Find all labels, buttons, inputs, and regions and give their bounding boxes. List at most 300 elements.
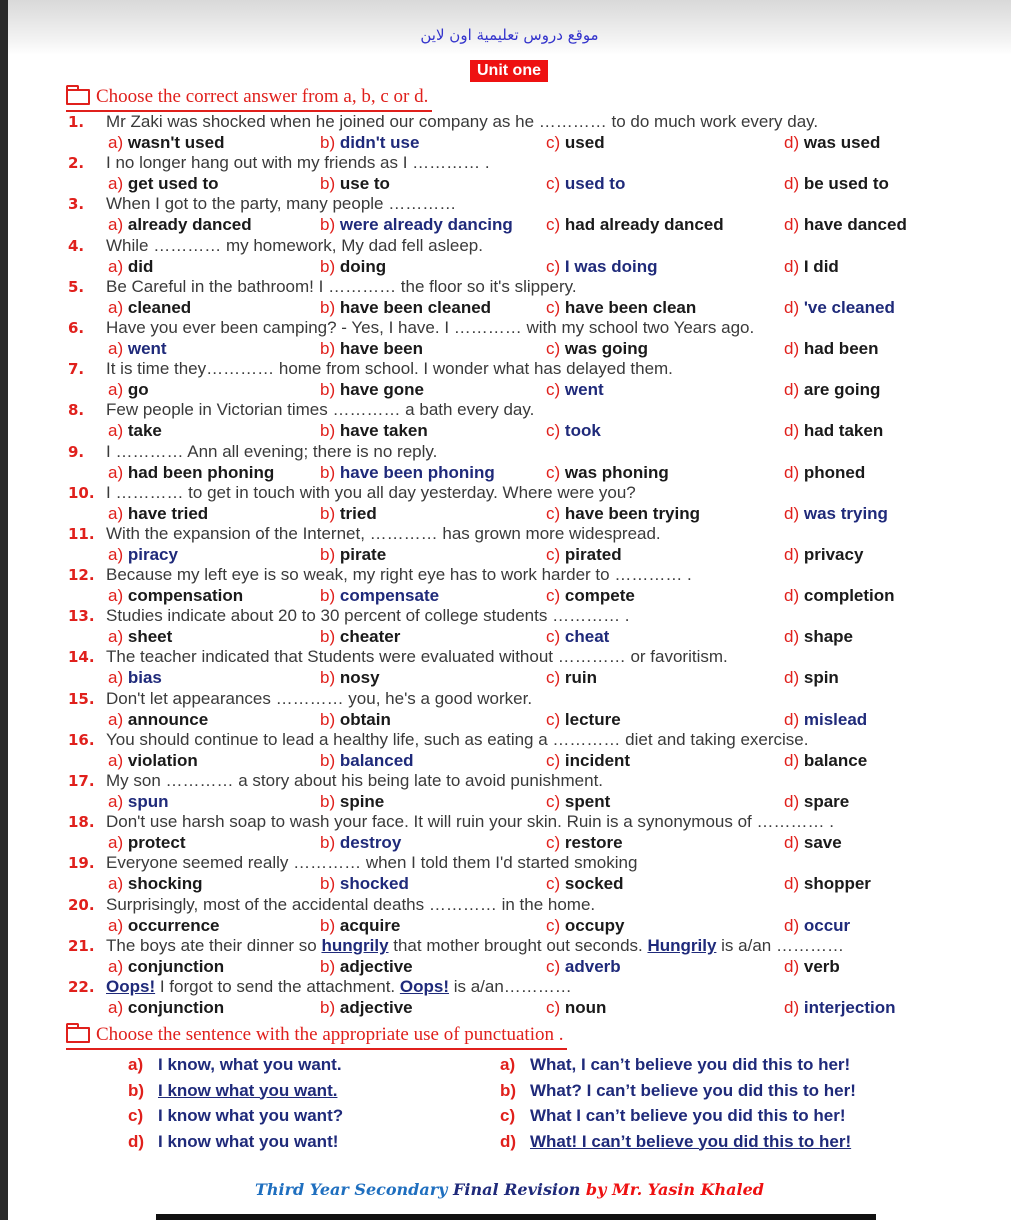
answer-options [108,832,968,853]
section-heading-mcq [66,84,432,112]
option-letter: b) [320,956,336,976]
question-number: 7. [68,360,85,379]
option-text: mislead [803,709,868,729]
option-text: went [127,338,167,358]
question-number: 20. [68,895,95,914]
question-number: 6. [68,318,85,337]
question-text: The boys ate their dinner so [106,935,322,955]
option-letter: c) [546,792,561,811]
punctuation-option[interactable] [500,1052,856,1078]
question-text: Surprisingly, most of the accidental deaths ………… in the home. [106,894,596,914]
question-stem [68,112,818,132]
option-text: conjunction [127,997,225,1017]
option-text: did [127,256,154,276]
answer-options [108,873,968,894]
question-number: 2. [68,154,85,173]
punctuation-option[interactable] [128,1052,343,1078]
option-letter: c) [546,627,561,647]
question-text: that mother brought out seconds. [388,935,648,955]
question-text: is a/an ………… [716,935,844,955]
answer-option[interactable] [784,915,850,936]
answer-option[interactable] [784,132,880,153]
question-text: I ………… Ann all evening; there is no reply. [106,441,438,461]
answer-option[interactable] [108,544,178,565]
option-text: What, I can’t believe you did this to her! [530,1055,851,1074]
answer-option[interactable] [546,626,609,647]
section-title: Choose the correct answer from a, b, c or d. [96,86,429,107]
option-text: compensate [339,586,440,606]
answer-options [108,915,968,936]
option-letter: c) [546,503,561,523]
answer-option[interactable] [320,462,495,483]
question-text: I ………… to get in touch with you all day yesterday. Where were you? [106,482,636,502]
option-letter: a) [500,1055,516,1074]
option-text: spare [803,792,850,811]
answer-option[interactable] [320,173,390,194]
option-text: What? I can’t believe you did this to her! [530,1080,856,1100]
option-text: verb [803,956,840,976]
option-letter: b) [320,874,336,894]
answer-option[interactable] [320,997,413,1018]
option-text: What! I can’t believe you did this to her! [530,1131,852,1151]
answer-option[interactable] [784,709,867,730]
answer-option[interactable] [784,791,849,812]
option-letter: a) [108,915,124,935]
option-letter: c) [546,256,561,276]
question-stem [68,647,728,667]
option-letter: c) [546,421,561,441]
option-text: bias [127,668,162,688]
option-text: shopper [803,874,871,894]
answer-options [108,544,968,565]
option-letter: d) [128,1131,145,1151]
option-letter: d) [784,133,800,152]
answer-option[interactable] [546,667,597,688]
section-title: Choose the sentence with the appropriate use of punctuation . [96,1024,564,1045]
answer-option[interactable] [320,667,380,688]
option-letter: c) [546,709,561,729]
answer-option[interactable] [320,338,423,359]
option-letter: c) [546,750,561,770]
answer-option[interactable] [320,873,409,894]
answer-option[interactable] [546,503,700,524]
answer-option[interactable] [784,667,839,688]
answer-option[interactable] [108,667,162,688]
option-text: compete [564,586,635,606]
option-letter: c) [546,874,561,894]
option-letter: a) [108,627,124,647]
option-letter: d) [784,915,800,935]
option-text: sheet [127,627,173,647]
option-text: have been phoning [339,462,495,482]
answer-option[interactable] [108,379,149,400]
question-item [68,647,968,688]
answer-options [108,132,968,153]
option-text: are going [803,380,881,400]
answer-option[interactable] [320,832,401,853]
answer-option[interactable] [108,132,224,153]
question-item [68,895,968,936]
question-stem [68,277,577,297]
answer-option[interactable] [108,915,220,936]
answer-option[interactable] [108,503,208,524]
answer-option[interactable] [108,297,191,318]
footer-credit [8,1180,1011,1199]
option-letter: a) [108,256,124,276]
answer-options [108,462,968,483]
answer-option[interactable] [320,791,384,812]
section-heading-punctuation [66,1022,567,1050]
option-letter: b) [320,997,336,1017]
option-text: adjective [339,997,413,1017]
option-letter: d) [784,627,800,647]
answer-option[interactable] [320,709,391,730]
option-text: I did [803,256,839,276]
answer-option[interactable] [784,462,865,483]
question-item [68,565,968,606]
answer-option[interactable] [320,379,424,400]
answer-option[interactable] [320,585,439,606]
answer-option[interactable] [320,214,513,235]
option-text: cheater [339,627,401,647]
answer-option[interactable] [108,462,274,483]
option-text: conjunction [127,956,225,976]
option-letter: b) [320,792,336,811]
option-letter: a) [108,215,124,235]
question-stem [68,153,490,173]
answer-option[interactable] [784,585,895,606]
question-item [68,936,968,977]
question-item [68,524,968,565]
answer-option[interactable] [546,173,625,194]
answer-option[interactable] [320,256,386,277]
answer-option[interactable] [108,338,167,359]
option-text: get used to [127,174,219,194]
answer-option[interactable] [546,750,630,771]
question-number: 18. [68,813,95,832]
answer-option[interactable] [546,585,635,606]
answer-option[interactable] [784,750,867,771]
answer-option[interactable] [108,214,252,235]
option-letter: c) [546,174,561,194]
option-text: had been [803,338,879,358]
option-text: went [564,380,604,400]
option-text: I know what you want. [158,1080,338,1100]
underlined-word: Hungrily [647,935,717,955]
option-letter: c) [128,1106,144,1125]
option-text: have danced [803,215,907,235]
option-letter: b) [320,586,336,606]
answer-option[interactable] [784,379,880,400]
answer-option[interactable] [108,709,208,730]
option-letter: b) [320,668,336,688]
answer-option[interactable] [784,503,888,524]
option-letter: a) [108,833,124,853]
answer-option[interactable] [320,750,414,771]
option-letter: a) [108,668,124,688]
option-letter: a) [108,174,124,194]
answer-option[interactable] [320,626,400,647]
option-text: phoned [803,462,866,482]
answer-option[interactable] [546,338,648,359]
option-letter: a) [108,133,124,152]
answer-option[interactable] [108,997,224,1018]
folder-icon [66,1027,90,1043]
option-letter: a) [108,544,124,564]
question-number: 21. [68,936,95,955]
option-text: take [127,421,162,441]
answer-option[interactable] [784,420,883,441]
question-item [68,112,968,153]
answer-options [108,667,968,688]
question-item [68,771,968,812]
option-text: interjection [803,997,896,1017]
punctuation-options-right [500,1052,856,1154]
option-text: privacy [803,544,864,564]
answer-option[interactable] [108,873,202,894]
option-text: had taken [803,421,884,441]
question-item [68,359,968,400]
option-text: What I can’t believe you did this to her! [530,1106,846,1125]
answer-option[interactable] [546,832,623,853]
option-letter: c) [546,544,561,564]
option-text: ruin [564,668,598,688]
option-letter: b) [320,256,336,276]
footer-part-1: Third Year Secondary [255,1180,448,1199]
answer-option[interactable] [108,256,153,277]
answer-option[interactable] [784,297,895,318]
question-stem [68,236,483,256]
answer-options [108,214,968,235]
option-letter: b) [320,174,336,194]
option-text: used [564,133,605,152]
question-text: It is time they………… home from school. I wonder what has delayed them. [106,359,673,379]
underlined-word: Oops! [106,976,156,996]
answer-option[interactable] [546,297,696,318]
question-stem [68,936,844,956]
answer-option[interactable] [546,997,606,1018]
answer-option[interactable] [546,873,624,894]
option-text: occur [803,915,851,935]
question-item [68,400,968,441]
option-text: acquire [339,915,401,935]
answer-option[interactable] [320,297,491,318]
answer-options [108,297,968,318]
answer-option[interactable] [784,832,842,853]
option-letter: c) [546,833,561,853]
answer-option[interactable] [108,791,168,812]
answer-option[interactable] [108,956,224,977]
option-letter: c) [546,956,561,976]
question-text: The teacher indicated that Students were evaluated without ………… or favoritism. [106,647,728,667]
answer-option[interactable] [784,997,895,1018]
question-number: 19. [68,854,95,873]
answer-option[interactable] [546,956,621,977]
question-text: I no longer hang out with my friends as I ………… . [106,153,490,173]
question-text: Few people in Victorian times ………… a bath every day. [106,400,535,420]
question-stem [68,194,456,214]
answer-option[interactable] [546,420,601,441]
option-letter: c) [546,297,561,317]
answer-option[interactable] [320,544,386,565]
option-text: I know what you want! [158,1131,339,1151]
question-stem [68,730,808,750]
option-text: announce [127,709,209,729]
answer-option[interactable] [784,544,863,565]
site-header: موقع دروس تعليمية اون لاين [420,26,599,44]
answer-option[interactable] [546,214,724,235]
question-item [68,730,968,771]
option-letter: b) [128,1080,145,1100]
option-letter: a) [108,956,124,976]
option-text: already danced [127,215,252,235]
question-stem [68,853,637,873]
punctuation-option[interactable] [500,1078,856,1104]
answer-option[interactable] [784,626,853,647]
question-stem [68,524,661,544]
question-stem [68,318,754,338]
question-item [68,153,968,194]
answer-option[interactable] [546,544,622,565]
option-letter: b) [320,133,336,152]
option-text: go [127,380,149,400]
answer-options [108,750,968,771]
question-number: 11. [68,524,95,543]
option-letter: b) [320,338,336,358]
option-text: restore [564,833,623,853]
option-text: piracy [127,544,178,564]
question-number: 1. [68,113,85,131]
answer-option[interactable] [320,132,419,153]
question-stem [68,400,534,420]
question-number: 15. [68,689,95,708]
question-number: 9. [68,442,85,461]
option-text: use to [339,174,390,194]
option-letter: d) [784,997,800,1017]
option-text: have tried [127,503,209,523]
answer-option[interactable] [108,173,219,194]
option-letter: d) [784,174,800,194]
worksheet-page [8,0,1011,1220]
option-text: incident [564,750,631,770]
option-text: nosy [339,668,380,688]
option-text: had been phoning [127,462,275,482]
option-text: have been trying [564,503,701,523]
option-text: wasn't used [127,133,225,152]
option-text: occupy [564,915,625,935]
option-text: used to [564,174,626,194]
answer-option[interactable] [108,832,185,853]
option-text: cleaned [127,297,192,317]
answer-option[interactable] [108,420,162,441]
answer-option[interactable] [546,915,624,936]
option-letter: c) [546,462,561,482]
question-number: 4. [68,236,85,255]
answer-option[interactable] [546,379,604,400]
question-text: Don't use harsh soap to wash your face. It will ruin your skin. Ruin is a synonymous of ………… . [106,812,834,832]
question-text: Be Careful in the bathroom! I ………… the floor so it's slippery. [106,276,577,296]
question-number: 14. [68,648,95,667]
option-letter: a) [108,750,124,770]
answer-option[interactable] [320,420,428,441]
option-text: was phoning [564,462,669,482]
option-text: violation [127,750,198,770]
answer-option[interactable] [108,626,172,647]
answer-option[interactable] [784,214,907,235]
question-item [68,977,968,1018]
option-letter: d) [784,833,800,853]
question-text: I forgot to send the attachment. [155,976,400,996]
punctuation-option[interactable] [500,1129,856,1155]
answer-option[interactable] [320,503,377,524]
option-letter: c) [546,215,561,235]
option-letter: a) [108,874,124,894]
answer-option[interactable] [320,956,413,977]
option-letter: d) [784,709,800,729]
option-letter: b) [320,709,336,729]
option-letter: d) [784,792,800,811]
answer-option[interactable] [108,750,198,771]
question-text: While ………… my homework, My dad fell asleep. [106,235,483,255]
option-text: balance [803,750,868,770]
answer-options [108,791,968,812]
option-letter: a) [108,297,124,317]
answer-option[interactable] [784,956,840,977]
answer-options [108,709,968,730]
option-text: obtain [339,709,391,729]
punctuation-option[interactable] [128,1129,343,1155]
option-letter: d) [500,1131,517,1151]
answer-option[interactable] [546,709,621,730]
option-letter: a) [108,709,124,729]
option-text: protect [127,833,186,853]
question-text: Because my left eye is so weak, my right eye has to work harder to ………… . [106,565,692,585]
answer-option[interactable] [546,256,657,277]
punctuation-option[interactable] [128,1103,343,1129]
answer-option[interactable] [784,873,871,894]
option-text: shape [803,627,853,647]
option-text: socked [564,874,624,894]
option-letter: d) [784,750,800,770]
question-number: 5. [68,277,85,296]
option-letter: b) [320,750,336,770]
answer-option[interactable] [546,462,669,483]
answer-option[interactable] [108,585,243,606]
question-stem [68,442,437,462]
option-letter: d) [784,297,800,317]
answer-option[interactable] [784,338,878,359]
option-letter: b) [320,215,336,235]
option-letter: c) [546,915,561,935]
option-text: compensation [127,586,244,606]
punctuation-option[interactable] [128,1078,343,1104]
option-letter: d) [784,544,800,564]
option-letter: d) [784,462,800,482]
question-stem [68,812,834,832]
answer-option[interactable] [320,915,400,936]
option-letter: b) [320,503,336,523]
option-letter: b) [320,833,336,853]
answer-option[interactable] [784,256,839,277]
answer-option[interactable] [546,791,610,812]
option-letter: c) [546,586,561,606]
option-text: had already danced [564,215,724,235]
answer-option[interactable] [784,173,889,194]
question-number: 3. [68,195,85,214]
punctuation-option[interactable] [500,1103,856,1129]
answer-option[interactable] [546,132,605,153]
option-letter: a) [108,462,124,482]
